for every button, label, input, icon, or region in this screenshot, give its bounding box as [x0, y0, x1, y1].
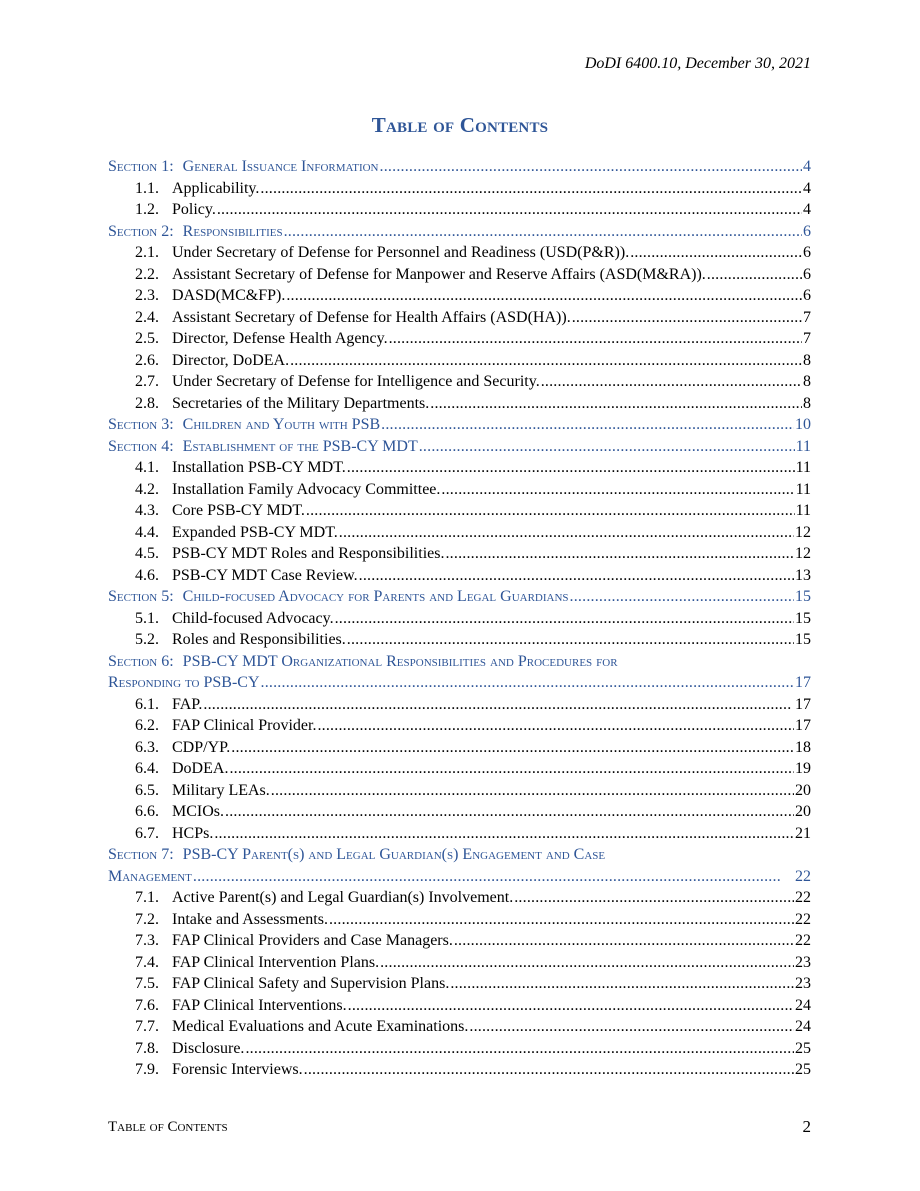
toc-subsection-entry[interactable] [108, 694, 811, 716]
toc-subsection-entry[interactable] [108, 952, 811, 974]
toc-entry-label[interactable]: Under Secretary of Defense for Intelligence and Security. [172, 373, 540, 390]
toc-entry-label[interactable]: Installation PSB-CY MDT. [172, 459, 346, 476]
dot-leader [454, 930, 794, 952]
toc-page-number[interactable]: 25 [795, 1039, 811, 1057]
dot-leader [389, 328, 802, 350]
table-of-contents [108, 156, 811, 1081]
dot-leader [630, 242, 802, 264]
toc-entry-label[interactable]: Core PSB-CY MDT. [172, 502, 305, 519]
dot-leader [271, 780, 794, 802]
toc-page-number[interactable]: 10 [795, 416, 811, 433]
dot-leader [347, 629, 794, 651]
toc-entry-number: 2.2. [135, 265, 159, 283]
toc-subsection-entry[interactable] [108, 995, 811, 1017]
toc-subsection-entry[interactable] [108, 457, 811, 479]
toc-entry-label[interactable]: FAP. [172, 695, 203, 713]
toc-entry-label[interactable]: Policy. [172, 201, 216, 218]
dot-leader [329, 909, 794, 931]
toc-page-number[interactable]: 15 [795, 631, 811, 648]
toc-entry-number: 7.8. [135, 1039, 159, 1057]
toc-entry-label[interactable]: Assistant Secretary of Defense for Manpower and Reserve Affairs (ASD(M&RA)). [172, 265, 706, 283]
toc-subsection-entry[interactable] [108, 887, 811, 909]
toc-entry-number: 6.5. [135, 781, 159, 799]
dot-leader [430, 393, 802, 415]
page-title: Table of Contents [371, 113, 549, 137]
toc-entry-label[interactable]: FAP Clinical Interventions. [172, 996, 347, 1014]
toc-entry-number: Section 6: [108, 652, 174, 670]
toc-subsection-entry[interactable] [108, 500, 811, 522]
toc-entry-label[interactable]: Installation Family Advocacy Committee. [172, 480, 441, 498]
toc-entry-number: 6.2. [135, 717, 159, 734]
dot-leader [203, 694, 794, 716]
toc-entry-number: 2.6. [135, 351, 159, 369]
toc-subsection-entry[interactable] [108, 1016, 811, 1038]
toc-page-number[interactable]: 8 [803, 351, 811, 369]
toc-subsection-entry[interactable] [108, 328, 811, 350]
dot-leader [217, 199, 802, 221]
dot-leader [514, 887, 794, 909]
toc-entry-number: 6.1. [135, 695, 159, 713]
toc-subsection-entry[interactable] [108, 1038, 811, 1060]
toc-entry-number: 4.6. [135, 566, 159, 584]
footer-page-number: 2 [802, 1117, 811, 1136]
dot-leader [570, 586, 794, 608]
toc-entry-label[interactable]: Responsibilities [182, 222, 283, 240]
toc-page-number[interactable]: 6 [803, 222, 811, 240]
toc-subsection-entry[interactable] [108, 307, 811, 329]
dot-leader [445, 543, 794, 565]
toc-entry-label[interactable]: FAP Clinical Intervention Plans. [172, 953, 380, 971]
toc-subsection-entry[interactable] [108, 973, 811, 995]
dot-leader [290, 350, 802, 372]
toc-entry-label[interactable]: PSB-CY MDT Case Review. [172, 566, 358, 584]
toc-section-entry[interactable] [108, 651, 811, 673]
toc-subsection-entry[interactable] [108, 737, 811, 759]
toc-section-entry[interactable] [108, 672, 811, 694]
dot-leader [541, 371, 802, 393]
toc-page-number[interactable]: 18 [795, 738, 811, 756]
toc-entry-number: 2.7. [135, 373, 159, 390]
toc-page-number[interactable]: 7 [803, 330, 811, 347]
toc-page-number[interactable]: 15 [795, 609, 811, 627]
toc-page-number[interactable]: 23 [795, 953, 811, 971]
toc-entry-number: Section 2: [108, 222, 174, 240]
toc-entry-label[interactable]: Expanded PSB-CY MDT. [172, 523, 338, 541]
toc-subsection-entry[interactable] [108, 350, 811, 372]
toc-entry-number: 5.1. [135, 609, 159, 627]
toc-entry-label[interactable]: Child-focused Advocacy. [172, 609, 334, 627]
toc-subsection-entry[interactable] [108, 930, 811, 952]
dot-leader [348, 995, 794, 1017]
toc-subsection-entry[interactable] [108, 629, 811, 651]
toc-entry-number: 6.7. [135, 824, 159, 842]
toc-entry-number: Section 3: [108, 416, 174, 433]
dot-leader [261, 672, 795, 694]
toc-subsection-entry[interactable] [108, 801, 811, 823]
toc-entry-label[interactable]: Director, Defense Health Agency. [172, 330, 388, 347]
toc-entry-label[interactable]: CDP/YP. [172, 738, 231, 756]
toc-page-number[interactable]: 17 [795, 674, 811, 691]
toc-subsection-entry[interactable] [108, 522, 811, 544]
toc-entry-number: 2.1. [135, 244, 159, 261]
toc-page-number[interactable]: 22 [795, 889, 811, 906]
toc-subsection-entry[interactable] [108, 479, 811, 501]
toc-page-number[interactable]: 24 [795, 996, 811, 1014]
toc-section-entry[interactable] [108, 436, 811, 458]
toc-page-number[interactable]: 8 [803, 394, 811, 412]
toc-page-number[interactable]: 11 [795, 459, 811, 476]
toc-entry-number: 7.7. [135, 1018, 159, 1035]
dot-leader [450, 973, 794, 995]
toc-page-number[interactable]: 11 [795, 480, 811, 498]
toc-entry-label[interactable]: HCPs. [172, 824, 214, 842]
toc-entry-label[interactable]: DASD(MC&FP). [172, 287, 286, 304]
toc-section-entry[interactable] [108, 414, 811, 436]
dot-leader [193, 866, 794, 888]
toc-page-number[interactable]: 8 [803, 373, 811, 390]
toc-entry-number: 7.1. [135, 889, 159, 906]
dot-leader [286, 285, 802, 307]
toc-entry-label[interactable]: Children and Youth with PSB [182, 416, 381, 433]
toc-entry-label[interactable]: Medical Evaluations and Acute Examinations. [172, 1018, 469, 1035]
toc-page-number[interactable]: 12 [795, 545, 811, 562]
toc-subsection-entry[interactable] [108, 758, 811, 780]
toc-page-number[interactable]: 4 [803, 201, 811, 218]
toc-entry-number: 4.4. [135, 523, 159, 541]
dot-leader [359, 565, 794, 587]
toc-subsection-entry[interactable] [108, 285, 811, 307]
dot-leader [245, 1038, 794, 1060]
toc-entry-number: Section 4: [108, 437, 174, 455]
toc-page-number[interactable]: 6 [803, 244, 811, 261]
toc-section-entry[interactable] [108, 221, 811, 243]
toc-subsection-entry[interactable] [108, 178, 811, 200]
toc-entry-label[interactable]: Secretaries of the Military Departments. [172, 394, 430, 412]
toc-page-number[interactable]: 6 [803, 287, 811, 304]
dot-leader [419, 436, 795, 458]
dot-leader [469, 1016, 794, 1038]
toc-entry-number: 6.3. [135, 738, 159, 756]
toc-entry-number: Section 7: [108, 846, 174, 863]
dot-leader [304, 1059, 794, 1081]
toc-page-number[interactable]: 22 [795, 910, 811, 928]
toc-entry-label[interactable]: FAP Clinical Providers and Case Managers. [172, 932, 453, 949]
document-reference: DoDI 6400.10, December 30, 2021 [584, 55, 811, 72]
toc-page-number[interactable]: 6 [803, 265, 811, 283]
dot-leader [284, 221, 802, 243]
dot-leader [441, 479, 794, 501]
dot-leader [214, 823, 794, 845]
toc-entry-number: 7.2. [135, 910, 159, 928]
toc-entry-number: 4.3. [135, 502, 159, 519]
toc-subsection-entry[interactable] [108, 371, 811, 393]
toc-entry-number: 7.5. [135, 975, 159, 992]
toc-entry-number: 7.4. [135, 953, 159, 971]
dot-leader [381, 414, 794, 436]
toc-entry-number: 4.2. [135, 480, 159, 498]
toc-subsection-entry[interactable] [108, 199, 811, 221]
toc-section-entry[interactable] [108, 156, 811, 178]
toc-page-number[interactable]: 20 [795, 781, 811, 799]
toc-page-number[interactable]: 22 [795, 867, 811, 885]
toc-entry-number: 4.5. [135, 545, 159, 562]
toc-section-entry[interactable] [108, 844, 811, 866]
toc-entry-number: 2.3. [135, 287, 159, 304]
toc-subsection-entry[interactable] [108, 543, 811, 565]
dot-leader [229, 758, 794, 780]
toc-page-number[interactable]: 19 [795, 760, 811, 777]
toc-entry-label[interactable]: Active Parent(s) and Legal Guardian(s) Involvement. [172, 889, 514, 906]
toc-subsection-entry[interactable] [108, 780, 811, 802]
toc-entry-number: Section 5: [108, 588, 174, 605]
toc-entry-number: 2.5. [135, 330, 159, 347]
toc-entry-label[interactable]: Roles and Responsibilities. [172, 631, 346, 648]
toc-subsection-entry[interactable] [108, 909, 811, 931]
toc-page-number[interactable]: 24 [795, 1018, 811, 1035]
toc-page-number[interactable]: 22 [795, 932, 811, 949]
toc-subsection-entry[interactable] [108, 565, 811, 587]
toc-entry-number: Section 1: [108, 158, 174, 175]
toc-entry-label[interactable]: Responding to PSB-CY [108, 674, 260, 691]
toc-page-number[interactable]: 11 [795, 502, 811, 519]
toc-entry-number: 2.4. [135, 308, 159, 326]
toc-page-number[interactable]: 17 [795, 717, 811, 734]
dot-leader [572, 307, 802, 329]
toc-subsection-entry[interactable] [108, 242, 811, 264]
toc-entry-label[interactable]: MCIOs. [172, 803, 225, 820]
footer-section-label: Table of Contents [108, 1119, 228, 1135]
toc-entry-label[interactable]: PSB-CY Parent(s) and Legal Guardian(s) Engagement and Case [182, 846, 606, 863]
toc-page-number[interactable]: 12 [795, 523, 811, 541]
toc-page-number[interactable]: 7 [803, 308, 811, 326]
toc-subsection-entry[interactable] [108, 1059, 811, 1081]
toc-page-number[interactable]: 15 [795, 588, 811, 605]
toc-subsection-entry[interactable] [108, 823, 811, 845]
toc-entry-label[interactable]: Forensic Interviews. [172, 1061, 303, 1078]
toc-entry-label[interactable]: FAP Clinical Provider. [172, 717, 317, 734]
toc-page-number[interactable]: 4 [803, 179, 811, 197]
toc-entry-number: 6.4. [135, 760, 159, 777]
toc-entry-label[interactable]: PSB-CY MDT Organizational Responsibilities and Procedures for [182, 652, 618, 670]
toc-entry-label[interactable]: Applicability. [172, 179, 260, 197]
dot-leader [380, 156, 802, 178]
toc-entry-number: 7.3. [135, 932, 159, 949]
toc-page-number[interactable]: 21 [795, 824, 811, 842]
toc-page-number[interactable]: 23 [795, 975, 811, 992]
toc-entry-label[interactable]: Military LEAs. [172, 781, 270, 799]
dot-leader [306, 500, 795, 522]
toc-entry-label[interactable]: Management [108, 867, 192, 885]
toc-subsection-entry[interactable] [108, 264, 811, 286]
dot-leader [707, 264, 802, 286]
toc-page-number[interactable]: 25 [795, 1061, 811, 1078]
toc-page-number[interactable]: 17 [795, 695, 811, 713]
toc-subsection-entry[interactable] [108, 608, 811, 630]
toc-entry-number: 7.6. [135, 996, 159, 1014]
toc-section-entry[interactable] [108, 866, 811, 888]
toc-entry-label[interactable]: Child-focused Advocacy for Parents and Legal Guardians [182, 588, 569, 605]
toc-entry-number: 7.9. [135, 1061, 159, 1078]
toc-entry-label[interactable]: DoDEA. [172, 760, 229, 777]
toc-entry-number: 6.6. [135, 803, 159, 820]
toc-subsection-entry[interactable] [108, 715, 811, 737]
toc-entry-label[interactable]: FAP Clinical Safety and Supervision Plans. [172, 975, 450, 992]
toc-entry-label[interactable]: Disclosure. [172, 1039, 245, 1057]
toc-entry-label[interactable]: Establishment of the PSB-CY MDT [182, 437, 418, 455]
toc-entry-label[interactable]: General Issuance Information [182, 158, 379, 175]
toc-section-entry[interactable] [108, 586, 811, 608]
dot-leader [339, 522, 794, 544]
toc-entry-number: 4.1. [135, 459, 159, 476]
dot-leader [231, 737, 794, 759]
toc-entry-label[interactable]: PSB-CY MDT Roles and Responsibilities. [172, 545, 445, 562]
toc-page-number[interactable]: 4 [803, 158, 811, 175]
dot-leader [260, 178, 802, 200]
toc-entry-label[interactable]: Director, DoDEA. [172, 351, 290, 369]
toc-entry-label[interactable]: Under Secretary of Defense for Personnel and Readiness (USD(P&R)). [172, 244, 630, 261]
toc-page-number[interactable]: 13 [795, 566, 811, 584]
toc-page-number[interactable]: 20 [795, 803, 811, 820]
dot-leader [347, 457, 795, 479]
dot-leader [335, 608, 794, 630]
toc-entry-number: 1.1. [135, 179, 159, 197]
toc-subsection-entry[interactable] [108, 393, 811, 415]
toc-entry-label[interactable]: Intake and Assessments. [172, 910, 328, 928]
dot-leader [317, 715, 794, 737]
toc-entry-number: 2.8. [135, 394, 159, 412]
toc-entry-number: 1.2. [135, 201, 159, 218]
toc-entry-number: 5.2. [135, 631, 159, 648]
toc-page-number[interactable]: 11 [795, 437, 811, 455]
dot-leader [380, 952, 794, 974]
toc-entry-label[interactable]: Assistant Secretary of Defense for Health Affairs (ASD(HA)). [172, 308, 571, 326]
dot-leader [225, 801, 794, 823]
